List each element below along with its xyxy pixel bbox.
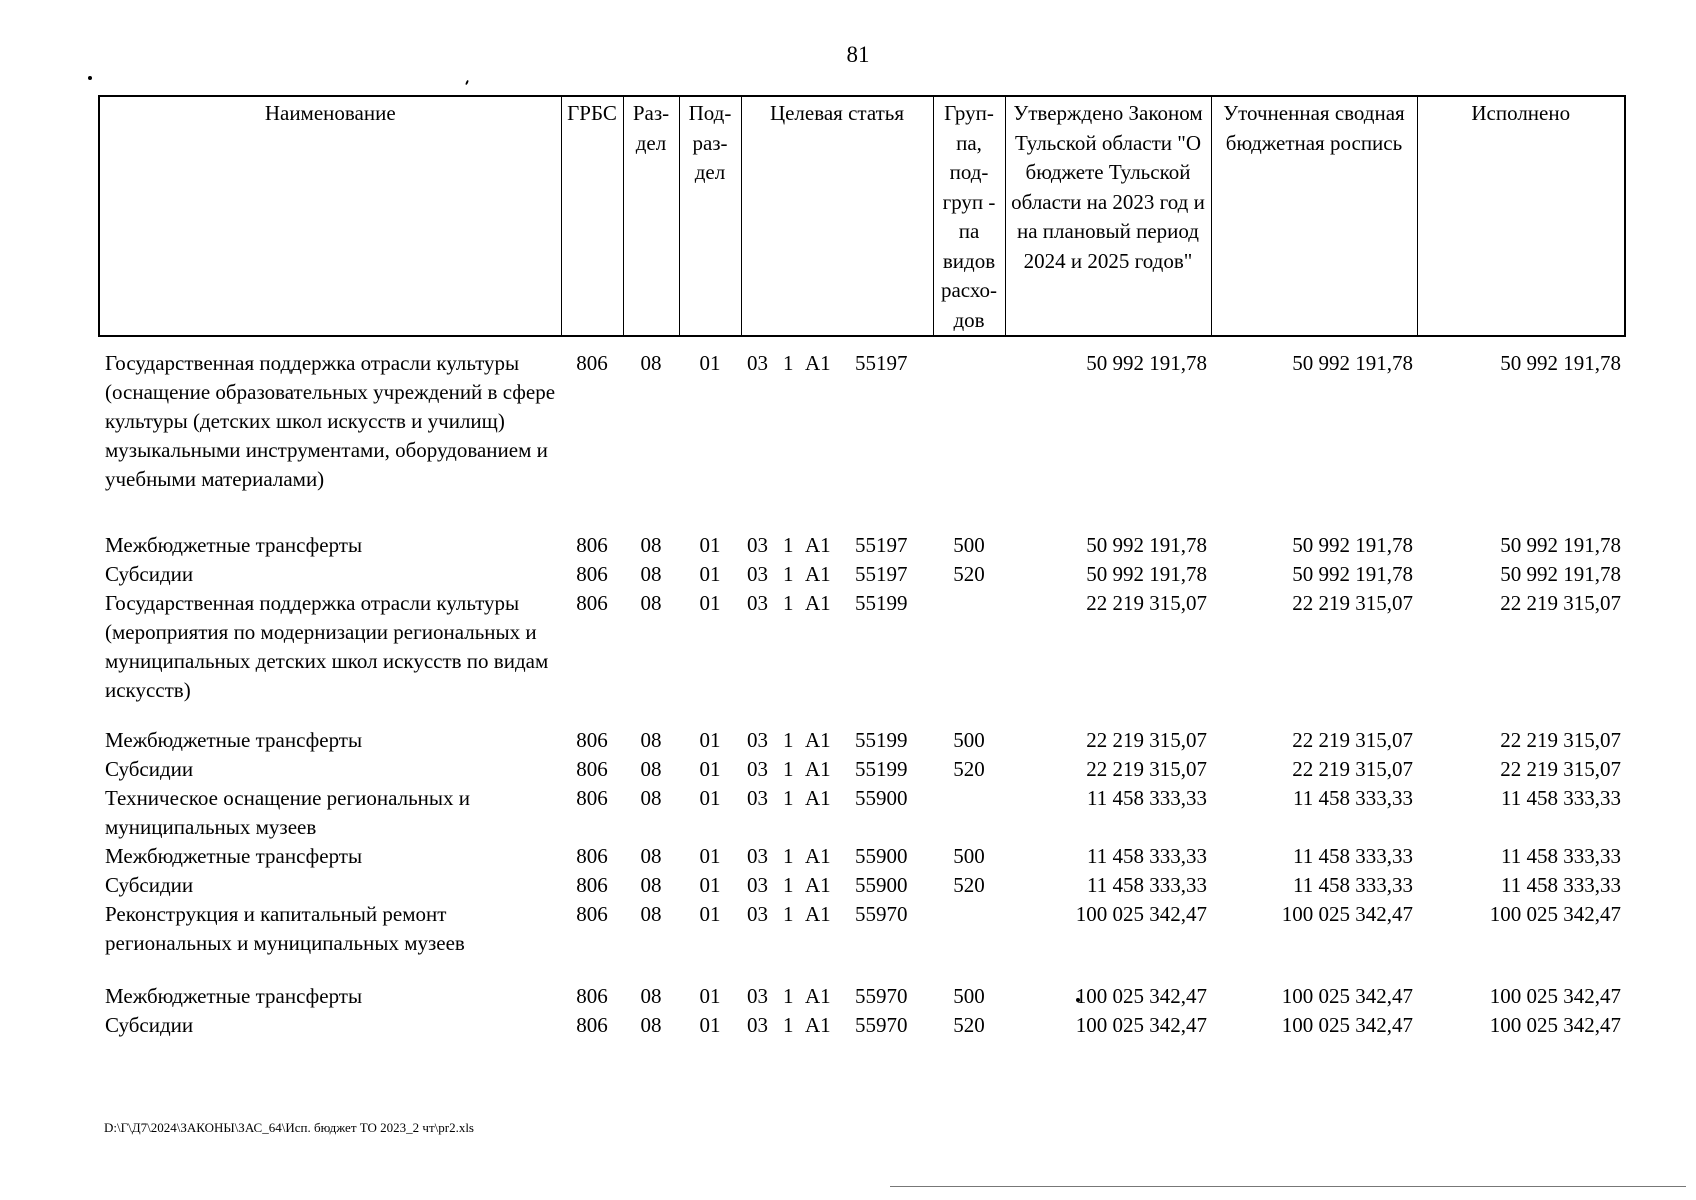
row-executed: 11 458 333,33 (1501, 786, 1621, 810)
row-razdel: 08 (640, 757, 662, 781)
row-razdel: 08 (640, 873, 662, 897)
header-executed: Исполнено (1417, 96, 1625, 336)
target-code-part: 1 (783, 873, 794, 897)
row-target (741, 531, 933, 560)
row-podrazdel: 01 (699, 1013, 721, 1037)
row-executed: 22 219 315,07 (1500, 591, 1621, 615)
row-executed: 100 025 342,47 (1489, 902, 1621, 926)
header-group: Груп-па, под-груп - па видов расхо-дов (933, 96, 1005, 336)
target-code-part: А1 (805, 533, 831, 557)
row-executed: 50 992 191,78 (1500, 351, 1621, 375)
row-group: 500 (953, 844, 985, 868)
target-code-part: 03 (747, 757, 768, 781)
row-grbs: 806 (576, 757, 608, 781)
row-executed: 11 458 333,33 (1501, 873, 1621, 897)
target-code-part: А1 (805, 844, 831, 868)
row-group: 520 (953, 873, 985, 897)
row-refined: 50 992 191,78 (1292, 562, 1413, 586)
row-name: Субсидии (105, 757, 194, 781)
target-code-part: 03 (747, 591, 768, 615)
table-row (99, 900, 1625, 982)
row-executed: 50 992 191,78 (1500, 533, 1621, 557)
table-row (99, 531, 1625, 560)
row-razdel: 08 (640, 1013, 662, 1037)
row-approved: 100 025 342,47 (1075, 984, 1207, 1008)
row-grbs: 806 (576, 562, 608, 586)
table-row (99, 842, 1625, 871)
row-razdel: 08 (640, 533, 662, 557)
target-code-part: 1 (783, 1013, 794, 1037)
target-code-part: 55199 (855, 591, 908, 615)
row-podrazdel: 01 (699, 984, 721, 1008)
target-code-part: 1 (783, 591, 794, 615)
row-executed: 100 025 342,47 (1489, 984, 1621, 1008)
row-podrazdel: 01 (699, 902, 721, 926)
row-podrazdel: 01 (699, 844, 721, 868)
target-code-part: 55199 (855, 757, 908, 781)
row-grbs: 806 (576, 591, 608, 615)
target-code-part: 03 (747, 984, 768, 1008)
row-approved: 22 219 315,07 (1086, 757, 1207, 781)
row-executed: 50 992 191,78 (1500, 562, 1621, 586)
row-razdel: 08 (640, 844, 662, 868)
target-code-part: 55970 (855, 902, 908, 926)
table-row (99, 871, 1625, 900)
target-code-part: 03 (747, 533, 768, 557)
row-refined: 22 219 315,07 (1292, 591, 1413, 615)
row-group: 520 (953, 562, 985, 586)
row-group (933, 784, 1005, 842)
target-code-part: 1 (783, 902, 794, 926)
row-podrazdel: 01 (699, 562, 721, 586)
row-grbs: 806 (576, 1013, 608, 1037)
target-code-part: 55900 (855, 873, 908, 897)
row-executed: 22 219 315,07 (1500, 757, 1621, 781)
table-row (99, 336, 1625, 531)
budget-table (98, 95, 1626, 1040)
row-target (741, 784, 933, 842)
row-target (741, 982, 933, 1011)
row-group (933, 336, 1005, 531)
target-code-part: 1 (783, 844, 794, 868)
row-name: Межбюджетные трансферты (105, 533, 363, 557)
table-row (99, 784, 1625, 842)
row-grbs: 806 (576, 844, 608, 868)
row-target (741, 842, 933, 871)
row-target (741, 871, 933, 900)
target-code-part: 55197 (855, 562, 908, 586)
target-code-part: 03 (747, 351, 768, 375)
row-refined: 11 458 333,33 (1293, 873, 1413, 897)
table-row (99, 1011, 1625, 1040)
row-refined: 50 992 191,78 (1292, 533, 1413, 557)
page-number: 81 (846, 42, 870, 67)
row-grbs: 806 (576, 873, 608, 897)
row-target (741, 755, 933, 784)
target-code-part: А1 (805, 1013, 831, 1037)
row-executed: 100 025 342,47 (1489, 1013, 1621, 1037)
target-code-part: А1 (805, 591, 831, 615)
footer-file-path: D:\Г\Д7\2024\ЗАКОНЫ\ЗАС_64\Исп. бюджет ТО 2023_2 чт\pr2.xls (104, 1120, 474, 1135)
target-code-part: 1 (783, 757, 794, 781)
target-code-part: 03 (747, 1013, 768, 1037)
target-code-part: 1 (783, 562, 794, 586)
row-approved: 100 025 342,47 (1075, 902, 1207, 926)
row-approved: 11 458 333,33 (1087, 873, 1207, 897)
row-name: Субсидии (105, 873, 194, 897)
target-code-part: 1 (783, 351, 794, 375)
row-name: Межбюджетные трансферты (105, 728, 363, 752)
row-target (741, 589, 933, 726)
row-grbs: 806 (576, 728, 608, 752)
target-code-part: А1 (805, 984, 831, 1008)
row-approved: 50 992 191,78 (1086, 562, 1207, 586)
target-code-part: 1 (783, 533, 794, 557)
header-grbs: ГРБС (561, 96, 623, 336)
row-refined: 11 458 333,33 (1293, 786, 1413, 810)
row-name: Государственная поддержка отрасли культуры (оснащение образовательных учреждений в сфере культуры (детских школ искусств и училищ) музыкальными инструментами, оборудованием и учебными материалами) (105, 351, 556, 491)
row-podrazdel: 01 (699, 591, 721, 615)
row-name: Техническое оснащение региональных и муниципальных музеев (105, 786, 470, 839)
header-podrazdel: Под-раз-дел (679, 96, 741, 336)
row-refined: 11 458 333,33 (1293, 844, 1413, 868)
row-grbs: 806 (576, 902, 608, 926)
row-target (741, 726, 933, 755)
target-code-part: А1 (805, 562, 831, 586)
row-podrazdel: 01 (699, 873, 721, 897)
row-target (741, 900, 933, 982)
target-code-part: 55199 (855, 728, 908, 752)
target-code-part: 1 (783, 984, 794, 1008)
table-row (99, 755, 1625, 784)
target-code-part: 03 (747, 844, 768, 868)
row-razdel: 08 (640, 728, 662, 752)
table-row (99, 560, 1625, 589)
row-refined: 22 219 315,07 (1292, 757, 1413, 781)
target-code-part: 03 (747, 873, 768, 897)
target-code-part: 03 (747, 786, 768, 810)
row-razdel: 08 (640, 351, 662, 375)
row-refined: 50 992 191,78 (1292, 351, 1413, 375)
row-podrazdel: 01 (699, 757, 721, 781)
row-target (741, 336, 933, 531)
table-row (99, 726, 1625, 755)
row-approved: 11 458 333,33 (1087, 786, 1207, 810)
header-approved: Утверждено Законом Тульской области "О бюджете Тульской области на 2023 год и на плановый период 2024 и 2025 годов" (1005, 96, 1211, 336)
target-code-part: А1 (805, 873, 831, 897)
row-approved: 100 025 342,47 (1075, 1013, 1207, 1037)
target-code-part: А1 (805, 757, 831, 781)
table-row (99, 589, 1625, 726)
target-code-part: 55900 (855, 786, 908, 810)
header-razdel: Раз-дел (623, 96, 679, 336)
row-name: Субсидии (105, 562, 194, 586)
row-grbs: 806 (576, 533, 608, 557)
row-refined: 100 025 342,47 (1281, 902, 1413, 926)
row-group: 500 (953, 984, 985, 1008)
row-name: Межбюджетные трансферты (105, 984, 363, 1008)
target-code-part: 55970 (855, 984, 908, 1008)
row-group (933, 589, 1005, 726)
row-target (741, 560, 933, 589)
row-target (741, 1011, 933, 1040)
row-approved: 22 219 315,07 (1086, 591, 1207, 615)
row-approved: 22 219 315,07 (1086, 728, 1207, 752)
row-name: Реконструкция и капитальный ремонт региональных и муниципальных музеев (105, 902, 465, 955)
row-grbs: 806 (576, 351, 608, 375)
row-executed: 22 219 315,07 (1500, 728, 1621, 752)
target-code-part: 55970 (855, 1013, 908, 1037)
row-group: 520 (953, 757, 985, 781)
row-name: Межбюджетные трансферты (105, 844, 363, 868)
row-razdel: 08 (640, 786, 662, 810)
row-refined: 22 219 315,07 (1292, 728, 1413, 752)
row-approved: 50 992 191,78 (1086, 533, 1207, 557)
header-name: Наименование (99, 96, 561, 336)
row-podrazdel: 01 (699, 351, 721, 375)
target-code-part: 1 (783, 786, 794, 810)
row-podrazdel: 01 (699, 533, 721, 557)
bottom-rule (890, 1186, 1686, 1187)
target-code-part: А1 (805, 902, 831, 926)
row-group (933, 900, 1005, 982)
scan-speck (465, 80, 469, 85)
table-body (99, 336, 1625, 1040)
row-name: Государственная поддержка отрасли культуры (мероприятия по модернизации региональных и муниципальных детских школ искусств по видам искусств) (105, 591, 549, 702)
row-group: 500 (953, 533, 985, 557)
target-code-part: 55900 (855, 844, 908, 868)
header-refined: Уточненная сводная бюджетная роспись (1211, 96, 1417, 336)
target-code-part: 55197 (855, 351, 908, 375)
target-code-part: 1 (783, 728, 794, 752)
row-razdel: 08 (640, 984, 662, 1008)
row-group: 500 (953, 728, 985, 752)
row-name: Субсидии (105, 1013, 194, 1037)
row-approved: 11 458 333,33 (1087, 844, 1207, 868)
target-code-part: 03 (747, 728, 768, 752)
row-podrazdel: 01 (699, 728, 721, 752)
target-code-part: 03 (747, 902, 768, 926)
row-razdel: 08 (640, 902, 662, 926)
row-group: 520 (953, 1013, 985, 1037)
row-refined: 100 025 342,47 (1281, 984, 1413, 1008)
scan-speck (88, 76, 92, 80)
row-executed: 11 458 333,33 (1501, 844, 1621, 868)
header-target: Целевая статья (741, 96, 933, 336)
row-grbs: 806 (576, 786, 608, 810)
table-header (99, 96, 1625, 336)
row-razdel: 08 (640, 562, 662, 586)
row-grbs: 806 (576, 984, 608, 1008)
table-row (99, 982, 1625, 1011)
target-code-part: А1 (805, 728, 831, 752)
row-razdel: 08 (640, 591, 662, 615)
row-approved: 50 992 191,78 (1086, 351, 1207, 375)
row-refined: 100 025 342,47 (1281, 1013, 1413, 1037)
target-code-part: 03 (747, 562, 768, 586)
target-code-part: А1 (805, 786, 831, 810)
target-code-part: А1 (805, 351, 831, 375)
target-code-part: 55197 (855, 533, 908, 557)
row-podrazdel: 01 (699, 786, 721, 810)
